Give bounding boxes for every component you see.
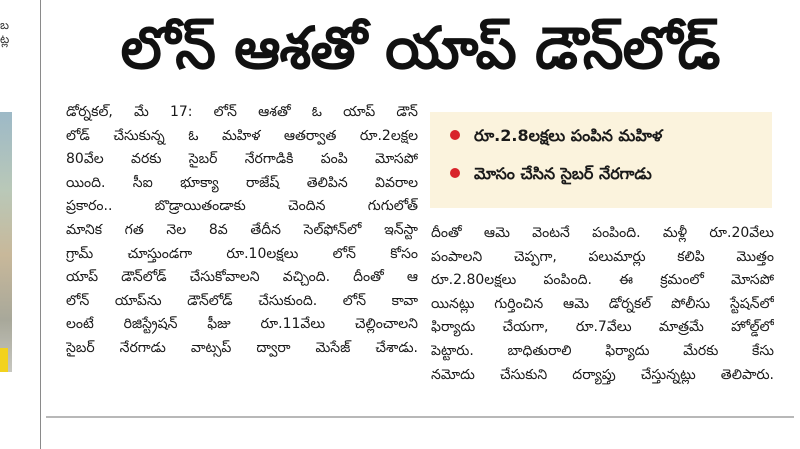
article-headline: లోన్ ఆశతో యాప్ డౌన్‌లోడ్ [120,14,720,82]
body-line: దీంతో ఆమె వెంటనే పంపింది. మళ్లీ రూ.20వేలు [431,225,774,241]
highlight-text: రూ.2.8లక్షలు పంపిన మహిళ [474,126,663,145]
adjacent-article-fragment: బ ట్ల [0,18,10,46]
section-rule [46,416,794,418]
body-line: లోన్ యాప్‌ను డౌన్‌లోడ్ చేసుకుంది. లోన్ కావా [66,292,418,309]
highlight-text: మోసం చేసిన సైబర్ నేరగాడు [474,164,652,183]
red-bullet-icon [450,168,460,178]
body-line: ఫిర్యాదు చేయగా, రూ.7వేలు మాత్రమే హోల్డ్‌లో [431,319,774,336]
body-line: లోడ్ చేసుకున్న ఓ మహిళ ఆతర్వాత రూ.2లక్షల [66,127,418,144]
right-column [431,222,774,387]
body-line: రూ.2.80లక్షలు పంపింది. ఈ క్రమంలో మోసపో [431,272,774,289]
body-line: సైబర్ నేరగాడు వాట్సప్ ద్వారా మెసేజ్ చేశాడు. [66,339,418,356]
body-line: లంటే రిజిస్ట్రేషన్ ఫీజు రూ.11వేలు చెల్లించాలని [66,316,418,333]
column-divider [40,0,41,449]
body-line: డోర్నకల్, మే 17: లోన్ ఆశతో ఓ యాప్ డౌన్ [66,104,418,120]
adjacent-article-strip [0,0,26,449]
highlight-box [430,112,772,208]
left-column [66,101,418,361]
red-bullet-icon [450,130,460,140]
body-line: మానిక గత నెల 8వ తేదీన సెల్‌ఫోన్‌లో ఇన్‌స్టా [66,221,418,238]
body-line: నమోదు చేసుకుని దర్యాప్తు చేస్తున్నట్లు తెలిపారు. [431,366,774,383]
adjacent-photo [0,112,12,372]
body-line: గ్రామ్ చూస్తుండగా రూ.10లక్షలు లోన్ కోసం [66,245,418,262]
body-line: ప్రకారం.. బొడ్రాయితండాకు చెందిన గుగులోత్ [66,198,418,215]
body-line: పెట్టారు. బాధితురాలి ఫిర్యాదు మేరకు కేసు [431,342,774,359]
body-line: 80వేల వరకు సైబర్ నేరగాడికి పంపి మోసపో [66,151,418,168]
body-line: యినట్లు గుర్తించిన ఆమె డోర్నకల్ పోలీసు స్టేషన్‌లో [431,295,774,312]
highlight-item [450,126,662,149]
highlight-item [450,164,652,187]
body-line: యాప్ డౌన్‌లోడ్ చేసుకోవాలని వచ్చింది. దీంతో ఆ [66,269,418,286]
adjacent-yellow-block [0,348,8,372]
body-line: పంపాలని చెప్పగా, పలుమార్లు కలిపి మొత్తం [431,248,774,265]
body-line: యింది. సీఐ భూక్యా రాజేష్ తెలిపిన వివరాల [66,174,418,191]
